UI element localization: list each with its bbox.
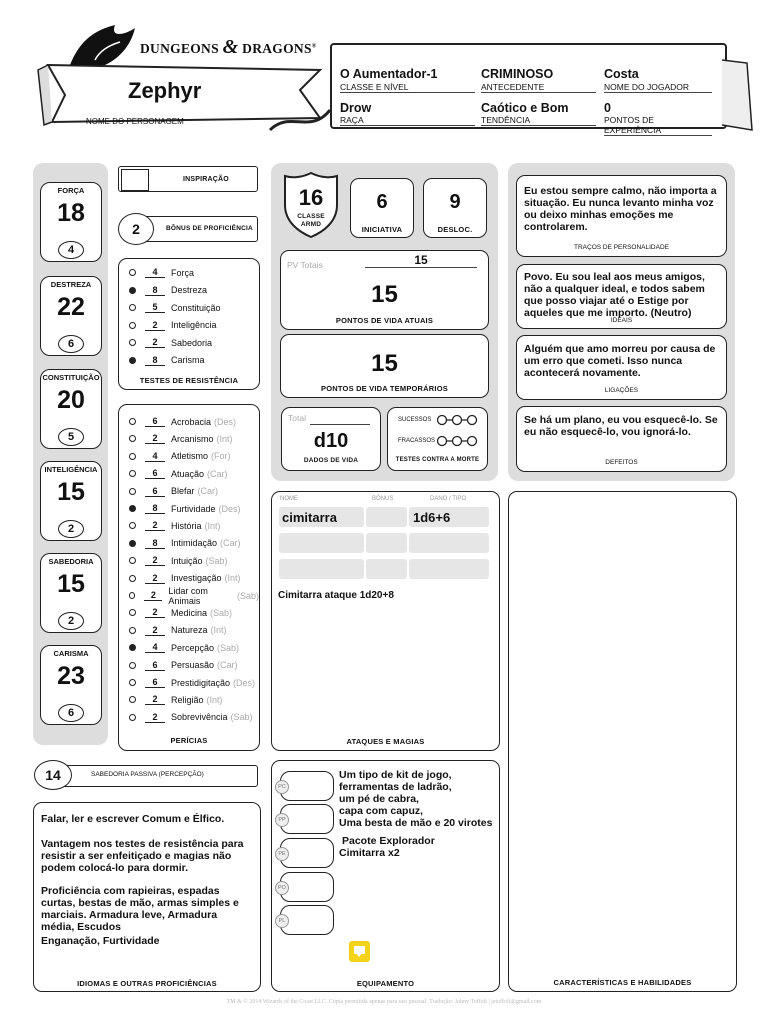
alignment-label: TENDÊNCIA (481, 115, 596, 126)
proficiency-dot[interactable] (129, 540, 136, 547)
ability-modifier[interactable]: 5 (58, 428, 84, 446)
equipment-line: capa com capuz, (339, 805, 424, 817)
equipment-title: EQUIPAMENTO (356, 979, 415, 988)
bonds-box (516, 335, 727, 400)
proficiency-dot[interactable] (129, 627, 136, 634)
skill-attribute: (Sab) (230, 712, 253, 723)
saving-throw-row[interactable] (129, 334, 212, 351)
inspiration-field (118, 166, 258, 192)
coin-tag: PL (275, 914, 289, 928)
ability-name: SABEDORIA (48, 557, 94, 566)
skill-name: Investigação (171, 573, 222, 584)
coin-slot-electrum[interactable] (280, 838, 334, 868)
skill-row[interactable] (129, 465, 228, 482)
temp-hp-label: PONTOS DE VIDA TEMPORÁRIOS (321, 384, 448, 393)
current-hp-box (280, 250, 489, 330)
ability-name: INTELIGÊNCIA (44, 465, 98, 474)
proficiency-dot[interactable] (129, 269, 136, 276)
skill-name: Prestidigitação (171, 677, 231, 688)
skill-row[interactable] (129, 604, 232, 621)
armor-class-label-1: CLASSE (297, 213, 325, 220)
skill-value[interactable]: 8 (145, 503, 165, 514)
proficiency-dot[interactable] (129, 304, 136, 311)
saving-throw-value[interactable]: 2 (145, 320, 165, 331)
inspiration-label: INSPIRAÇÃO (183, 176, 229, 183)
skill-value[interactable]: 2 (145, 607, 165, 618)
saving-throw-value[interactable]: 2 (145, 337, 165, 348)
ability-wisdom (40, 553, 102, 633)
skill-row[interactable] (129, 500, 241, 517)
logo: DUNGEONS & DRAGONS® (140, 36, 317, 58)
ideals-box (516, 264, 727, 329)
death-saves-box (387, 407, 488, 471)
saving-throw-row[interactable] (129, 352, 205, 369)
character-name[interactable]: Zephyr (128, 78, 202, 103)
languages-text-3[interactable]: Proficiência com rapieiras, espadas curtas, bestas de mão, armas simples e marciais. Armadura leve, Armadura média, Escudos (41, 885, 239, 933)
player-name[interactable]: Costa (604, 67, 639, 81)
ability-name: FORÇA (57, 186, 85, 195)
failures-label: FRACASSOS (398, 438, 436, 444)
speed-value[interactable]: 9 (449, 191, 461, 213)
ability-modifier[interactable]: 4 (58, 241, 84, 259)
traits-box (516, 175, 727, 257)
proficiency-field (140, 216, 258, 242)
successes-label: SUCESSOS (398, 417, 432, 423)
player-name-label: NOME DO JOGADOR (604, 82, 712, 93)
character-name-label: NOME DO PERSONAGEM (86, 117, 184, 126)
saving-throw-row[interactable] (129, 282, 207, 299)
skill-row[interactable] (129, 622, 227, 639)
skill-attribute: (Des) (218, 503, 241, 514)
saving-throw-name: Sabedoria (171, 337, 213, 348)
saving-throws-box (118, 258, 260, 390)
ability-charisma (40, 645, 102, 725)
proficiency-dot[interactable] (129, 435, 136, 442)
skill-row[interactable] (129, 657, 238, 674)
proficiency-bonus[interactable]: 2 (118, 213, 154, 245)
skill-row[interactable] (129, 587, 259, 604)
race-label: RAÇA (340, 115, 475, 126)
coin-slot-copper[interactable] (280, 771, 334, 801)
proficiency-dot[interactable] (129, 696, 136, 703)
ability-modifier[interactable]: 2 (58, 612, 84, 630)
proficiency-dot[interactable] (129, 644, 136, 651)
skill-value[interactable]: 6 (145, 468, 165, 479)
skill-row[interactable] (129, 552, 228, 569)
coin-tag: PE (275, 847, 289, 861)
ability-score[interactable]: 20 (57, 386, 85, 414)
ideals-text[interactable]: Povo. Eu sou leal aos meus amigos, não a qualquer ideal, e todos sabem que posso viajar até o Estige por aqueles que me importo. (Neutro) (524, 271, 705, 319)
skill-value[interactable]: 2 (145, 520, 165, 531)
attack-1-damage-text: 1d6+6 (413, 510, 451, 525)
coin-tag: PC (275, 780, 289, 794)
proficiency-dot[interactable] (129, 339, 136, 346)
experience-points-label: PONTOS DE EXPERIÊNCIA (604, 115, 712, 136)
death-saves-label: TESTES CONTRA A MORTE (395, 457, 480, 463)
skill-attribute: (Sab) (205, 555, 228, 566)
skill-name: Furtividade (171, 503, 216, 514)
proficiency-dot[interactable] (129, 575, 136, 582)
inspiration-checkbox[interactable] (121, 169, 149, 191)
skill-attribute: (Sab) (210, 607, 233, 618)
skill-name: Medicina (171, 607, 208, 618)
skill-attribute: (Car) (217, 660, 238, 671)
coin-slot-gold[interactable] (280, 872, 334, 902)
equipment-line: ferramentas de ladrão, (339, 781, 452, 793)
saving-throw-row[interactable] (129, 264, 194, 281)
saving-throw-name: Carisma (171, 355, 205, 365)
flaws-label: DEFEITOS (605, 459, 638, 466)
class-level[interactable]: O Aumentador-1 (340, 67, 438, 81)
skill-attribute: (Des) (233, 677, 256, 688)
proficiency-label: BÔNUS DE PROFICIÊNCIA (166, 225, 253, 232)
skill-name: Persuasão (171, 660, 215, 671)
proficiency-dot[interactable] (129, 522, 136, 529)
features-box[interactable] (508, 491, 737, 992)
skill-attribute: (Int) (216, 433, 233, 444)
skill-name: Lidar com Animais (168, 585, 208, 606)
equipment-line: Uma besta de mão e 20 virotes (339, 817, 493, 829)
skill-row[interactable] (129, 639, 239, 656)
skill-name: Blefar (171, 486, 195, 497)
equipment-line: Cimitarra x2 (339, 847, 400, 859)
skill-row[interactable] (129, 448, 231, 465)
skill-value[interactable]: 6 (145, 486, 165, 497)
skill-name: Intimidação (171, 538, 218, 549)
proficiency-dot[interactable] (129, 287, 136, 294)
ability-score[interactable]: 15 (57, 570, 85, 598)
skill-attribute: (For) (211, 451, 231, 462)
languages-text-4[interactable]: Enganação, Furtividade (41, 935, 160, 947)
skill-name: Religião (171, 694, 204, 705)
ability-modifier[interactable]: 6 (58, 335, 84, 353)
saving-throws-title: TESTES DE RESISTÊNCIA (139, 376, 239, 385)
saving-throw-name: Constituição (171, 302, 221, 313)
bonds-text[interactable]: Alguém que amo morreu por causa de um erro que cometi. Isso nunca acontecerá novamente. (524, 343, 716, 379)
proficiency-dot[interactable] (129, 357, 136, 364)
skill-attribute: (Des) (214, 416, 237, 427)
speed-box (423, 178, 487, 238)
footer-copyright: TM & © 2014 Wizards of the Coast LLC. Cópia permitida apenas para uso pessoal. Tradução: Johny Toffoli | jetoffoli@gmail.com (226, 999, 542, 1005)
proficiency-dot[interactable] (129, 505, 136, 512)
hit-dice-total-line[interactable] (310, 424, 370, 425)
proficiency-dot[interactable] (129, 453, 136, 460)
coin-tag: PO (275, 881, 289, 895)
skill-row[interactable] (129, 535, 241, 552)
proficiency-dot[interactable] (129, 662, 136, 669)
saving-throw-value[interactable]: 5 (145, 302, 165, 313)
skill-name: Arcanismo (171, 433, 214, 444)
attack-1-name[interactable] (279, 507, 364, 527)
equipment-line: um pé de cabra, (339, 793, 419, 805)
coin-slot-platinum[interactable] (280, 905, 334, 935)
ability-score[interactable]: 15 (57, 478, 85, 506)
coin-slot-silver[interactable] (280, 804, 334, 834)
attack-1-damage[interactable] (409, 507, 489, 527)
max-hp-value[interactable]: 15 (365, 253, 477, 268)
background[interactable]: CRIMINOSO (481, 67, 554, 81)
attack-2-damage[interactable] (409, 533, 489, 553)
skill-value[interactable]: 2 (145, 555, 165, 566)
skill-row[interactable] (129, 413, 236, 430)
skill-value[interactable]: 2 (144, 590, 162, 601)
skill-name: Sobrevivência (171, 712, 228, 723)
temp-hp-box (280, 334, 489, 398)
initiative-box (350, 178, 414, 238)
background-label: ANTECEDENTE (481, 82, 596, 93)
equipment-list[interactable] (339, 769, 494, 859)
successes-checkboxes[interactable] (435, 413, 480, 427)
skill-row[interactable] (129, 430, 233, 447)
features-title: CARACTERÍSTICAS E HABILIDADES (553, 978, 692, 987)
ability-name: CONSTITUIÇÃO (42, 373, 100, 382)
ability-score[interactable]: 23 (57, 662, 85, 690)
flaws-box (516, 406, 727, 472)
saving-throw-name: Força (171, 267, 195, 278)
proficiency-dot[interactable] (129, 470, 136, 477)
skill-name: Atletismo (171, 451, 209, 462)
skill-row[interactable] (129, 674, 255, 691)
skill-name: Atuação (171, 468, 205, 479)
proficiency-dot[interactable] (129, 418, 136, 425)
skill-row[interactable] (129, 483, 218, 500)
skill-name: Percepção (171, 642, 215, 653)
languages-title: IDIOMAS E OUTRAS PROFICIÊNCIAS (77, 979, 217, 988)
skill-value[interactable]: 2 (145, 625, 165, 636)
attacks-col-name: NOME (280, 496, 298, 502)
attack-2-bonus[interactable] (366, 533, 407, 553)
skill-value[interactable]: 4 (145, 642, 165, 653)
attacks-col-damage: DANO / TIPO (430, 496, 467, 502)
proficiency-dot[interactable] (129, 488, 136, 495)
equipment-line: Pacote Explorador (342, 835, 435, 847)
skill-value[interactable]: 6 (145, 416, 165, 427)
attacks-title: ATAQUES E MAGIAS (346, 737, 425, 746)
skill-attribute: (Sab) (217, 642, 240, 653)
skill-value[interactable]: 4 (145, 451, 165, 462)
ability-constitution (40, 369, 102, 449)
ability-dexterity (40, 276, 102, 356)
saving-throw-row[interactable] (129, 317, 217, 334)
bonds-label: LIGAÇÕES (604, 387, 639, 394)
attacks-col-bonus: BÔNUS (372, 496, 394, 502)
skill-attribute: (Car) (197, 486, 219, 497)
current-hp-label: PONTOS DE VIDA ATUAIS (335, 316, 434, 325)
skill-attribute: (Int) (204, 520, 221, 531)
skills-box (118, 404, 260, 751)
ability-modifier[interactable]: 6 (58, 704, 84, 722)
comment-icon[interactable] (349, 941, 370, 962)
flaws-text[interactable]: Se há um plano, eu vou esquecê-lo. Se eu não esquecê-lo, vou ignorá-lo. (524, 414, 718, 438)
current-hp-value[interactable]: 15 (371, 281, 398, 308)
hit-dice-label: DADOS DE VIDA (303, 457, 359, 464)
skill-row[interactable] (129, 709, 253, 726)
coin-tag: PP (275, 813, 289, 827)
saving-throw-name: Inteligência (171, 320, 217, 330)
passive-perception-value[interactable]: 14 (34, 760, 72, 790)
ability-modifier[interactable]: 2 (58, 520, 84, 538)
failures-checkboxes[interactable] (435, 434, 480, 448)
temp-hp-value[interactable]: 15 (371, 350, 398, 377)
ability-score[interactable]: 18 (57, 199, 85, 227)
ability-name: DESTREZA (50, 280, 92, 289)
skill-attribute: (Car) (207, 468, 228, 479)
passive-perception-label: SABEDORIA PASSIVA (PERCEPÇÃO) (91, 771, 204, 778)
saving-throw-name: Destreza (171, 285, 208, 295)
skill-name: Natureza (171, 625, 208, 636)
skill-name: Intuição (171, 555, 203, 566)
attack-1-bonus[interactable] (366, 507, 407, 527)
proficiency-dot[interactable] (129, 557, 136, 564)
saving-throw-row[interactable] (129, 299, 221, 316)
attacks-box (271, 491, 500, 751)
proficiency-dot[interactable] (129, 679, 136, 686)
skill-value[interactable]: 2 (145, 694, 165, 705)
ability-strength (40, 182, 102, 262)
ability-score[interactable]: 22 (57, 293, 85, 321)
skill-row[interactable] (129, 691, 223, 708)
experience-points[interactable]: 0 (604, 101, 611, 115)
skill-value[interactable]: 6 (145, 660, 165, 671)
ability-name: CARISMA (53, 649, 89, 658)
equipment-line: Um tipo de kit de jogo, (339, 769, 452, 781)
proficiency-dot[interactable] (129, 592, 135, 599)
class-level-label: CLASSE E NÍVEL (340, 82, 475, 93)
armor-class-label-2: ARMD (300, 221, 322, 228)
ideals-label: IDEAIS (610, 317, 633, 324)
initiative-label: INICIATIVA (361, 225, 403, 234)
alignment[interactable]: Caótico e Bom (481, 101, 569, 115)
skill-attribute: (Int) (210, 625, 227, 636)
header-scroll-end (722, 45, 762, 140)
initiative-value[interactable]: 6 (376, 191, 388, 213)
ability-intelligence (40, 461, 102, 541)
hit-dice-total-label: Total (288, 413, 306, 423)
skill-row[interactable] (129, 517, 221, 534)
languages-text-1[interactable]: Falar, ler e escrever Comum e Élfico. (41, 813, 225, 825)
skill-attribute: (Int) (206, 694, 223, 705)
proficiency-dot[interactable] (129, 714, 136, 721)
hit-dice-box (281, 407, 381, 471)
traits-label: TRAÇOS DE PERSONALIDADE (574, 244, 669, 251)
skill-attribute: (Sab) (236, 590, 259, 601)
armor-class-value[interactable]: 16 (298, 185, 324, 210)
skill-row[interactable] (129, 570, 241, 587)
speed-label: DESLOC. (437, 225, 473, 234)
skills-title: PERÍCIAS (170, 736, 208, 745)
race[interactable]: Drow (340, 101, 372, 115)
skill-value[interactable]: 2 (145, 573, 165, 584)
saving-throw-value[interactable]: 8 (145, 355, 165, 366)
attack-2-name[interactable] (279, 533, 364, 553)
skill-value[interactable]: 2 (145, 433, 165, 444)
hit-dice-value[interactable]: d10 (313, 430, 349, 452)
skill-value[interactable]: 2 (145, 712, 165, 723)
attack-3-bonus[interactable] (366, 559, 407, 579)
skill-name: Acrobacia (171, 416, 212, 427)
traits-text[interactable]: Eu estou sempre calmo, não importa a situação. Eu nunca levanto minha voz ou deixo minhas emoções me controlarem. (524, 185, 717, 233)
attacks-notes[interactable]: Cimitarra ataque 1d20+8 (278, 590, 394, 601)
max-hp-label: PV Totais (287, 260, 323, 270)
skill-attribute: (Int) (224, 573, 241, 584)
skill-name: História (171, 520, 202, 531)
attack-3-name[interactable] (279, 559, 364, 579)
proficiency-dot[interactable] (129, 609, 136, 616)
languages-text-2[interactable]: Vantagem nos testes de resistência para resistir a ser enfeitiçado e magias não podem colocá-lo para dormir. (41, 838, 244, 874)
proficiency-dot[interactable] (129, 322, 136, 329)
saving-throw-value[interactable]: 4 (145, 267, 165, 278)
passive-perception-field (52, 765, 258, 787)
skill-value[interactable]: 6 (145, 677, 165, 688)
saving-throw-value[interactable]: 8 (145, 285, 165, 296)
attack-3-damage[interactable] (409, 559, 489, 579)
skill-attribute: (Car) (220, 538, 241, 549)
languages-box (33, 802, 261, 992)
dragon-logo-icon (65, 20, 140, 70)
skill-value[interactable]: 8 (145, 538, 165, 549)
attack-1-name-text: cimitarra (282, 510, 337, 525)
